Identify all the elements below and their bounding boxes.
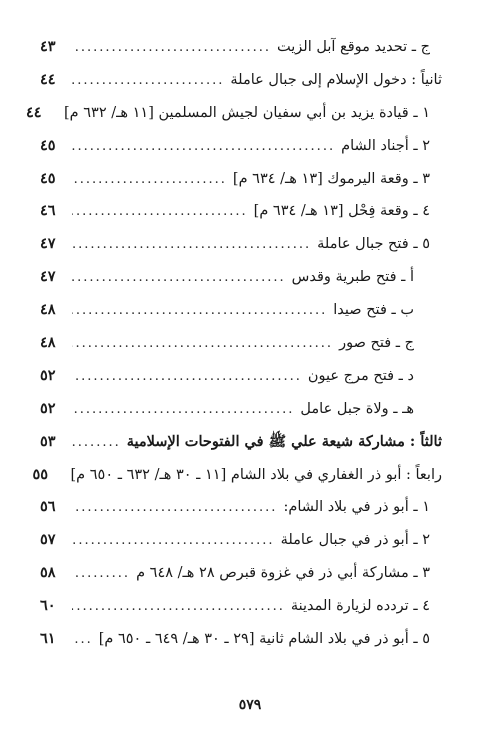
toc-entry-page: ٥٨: [40, 564, 56, 582]
toc-entry-page: ٤٧: [40, 268, 56, 286]
toc-entry: [40, 560, 442, 593]
toc-entry-title: ١ ـ أبو ذر في بلاد الشام:: [283, 499, 430, 516]
toc-entry: [40, 593, 442, 626]
leader-dots: [72, 68, 224, 94]
table-of-contents: [26, 34, 442, 659]
toc-entry-title: ٣ ـ مشاركة أبي ذر في غزوة قبرص ٢٨ هـ/ ٦٤٨ م: [136, 565, 430, 582]
toc-entry: [40, 527, 442, 560]
toc-entry-page: ٤٤: [40, 70, 56, 88]
toc-entry-title: ج ـ تحديد موقع آبل الزيت: [277, 39, 430, 55]
toc-entry-page: ٥٢: [40, 399, 56, 417]
toc-entry-title: ٢ ـ أجناد الشام: [341, 137, 430, 154]
toc-entry-page: ٤٥: [40, 169, 56, 187]
leader-dots: [72, 561, 130, 587]
toc-entry-page: ٤٧: [40, 235, 56, 253]
toc-entry-title: ج ـ فتح صور: [339, 335, 414, 352]
leader-dots: [72, 134, 335, 160]
toc-entry: [40, 231, 442, 264]
toc-entry: [40, 198, 442, 231]
leader-dots: [72, 232, 311, 258]
toc-entry-page: ٤٨: [40, 334, 56, 352]
toc-entry-title: ٣ ـ وقعة اليرموك [١٣ هـ/ ٦٣٤ م]: [232, 170, 430, 187]
toc-entry: [40, 67, 442, 100]
page-number: ٥٧٩: [238, 697, 262, 713]
leader-dots: [72, 199, 248, 225]
toc-entry-title: ثالثاً : مشاركة شيعة علي ﷺ في الفتوحات الإسلامية: [126, 432, 442, 450]
toc-entry-title: د ـ فتح مرج عيون: [307, 367, 414, 384]
toc-entry: [40, 264, 442, 297]
leader-dots: [72, 35, 271, 61]
leader-dots: [72, 528, 275, 554]
toc-entry-page: ٥٥: [32, 465, 49, 483]
toc-entry-page: ٥٧: [40, 531, 56, 549]
toc-entry: [32, 462, 442, 495]
leader-dots: [72, 265, 286, 291]
toc-entry-title: أ ـ فتح طبرية وقدس: [291, 269, 414, 286]
leader-dots: [72, 495, 277, 521]
toc-entry-page: ٤٨: [40, 301, 56, 319]
toc-entry-title: ٢ ـ أبو ذر في جبال عاملة: [280, 532, 430, 549]
leader-dots: [72, 298, 327, 324]
toc-entry-page: ٥٦: [40, 498, 56, 516]
toc-entry-title: ب ـ فتح صيدا: [333, 302, 414, 319]
leader-dots: [72, 167, 227, 193]
leader-dots: [72, 364, 302, 390]
toc-entry: [40, 396, 442, 429]
toc-entry: [40, 34, 442, 67]
toc-entry-page: ٥٢: [40, 366, 56, 384]
toc-entry-page: ٦١: [40, 630, 56, 648]
toc-entry-title: ١ ـ قيادة يزيد بن أبي سفيان لجيش المسلمين [١١ هـ/ ٦٣٢ م]: [64, 104, 430, 121]
toc-entry-title: ٥ ـ أبو ذر في بلاد الشام ثانية [٢٩ ـ ٣٠ هـ/ ٦٤٩ ـ ٦٥٠ م]: [98, 631, 430, 648]
toc-entry: [40, 363, 442, 396]
toc-entry: [40, 494, 442, 527]
toc-entry-page: ٦٠: [40, 597, 56, 615]
toc-entry-page: ٤٤: [26, 103, 42, 121]
leader-dots: [72, 331, 333, 357]
leader-dots: [72, 627, 93, 653]
toc-entry-page: ٤٣: [40, 38, 56, 55]
toc-entry-title: ٥ ـ فتح جبال عاملة: [317, 236, 430, 253]
leader-dots: [72, 397, 294, 423]
toc-entry: [40, 297, 442, 330]
toc-entry-title: ٤ ـ تردده لزيارة المدينة: [290, 598, 430, 615]
toc-entry-title: هـ ـ ولاة جبل عامل: [300, 400, 414, 417]
toc-entry: [40, 330, 442, 363]
toc-entry-page: ٤٦: [40, 202, 56, 220]
leader-dots: [72, 430, 121, 456]
toc-entry-page: ٥٣: [40, 432, 56, 450]
toc-entry-page: ٤٥: [40, 136, 56, 154]
toc-entry: [40, 166, 442, 199]
toc-entry: [26, 100, 442, 133]
toc-entry-title: ٤ ـ وقعة فِحْل [١٣ هـ/ ٦٣٤ م]: [253, 203, 430, 220]
toc-entry-title: ثانياً : دخول الإسلام إلى جبال عاملة: [230, 71, 442, 88]
leader-dots: [72, 594, 285, 620]
toc-entry: [40, 429, 442, 462]
toc-entry-title: رابعاً : أبو ذر الغفاري في بلاد الشام [١١ ـ ٣٠ هـ/ ٦٣٢ ـ ٦٥٠ م]: [70, 466, 442, 483]
toc-entry: [40, 133, 442, 166]
toc-entry: [40, 626, 442, 659]
